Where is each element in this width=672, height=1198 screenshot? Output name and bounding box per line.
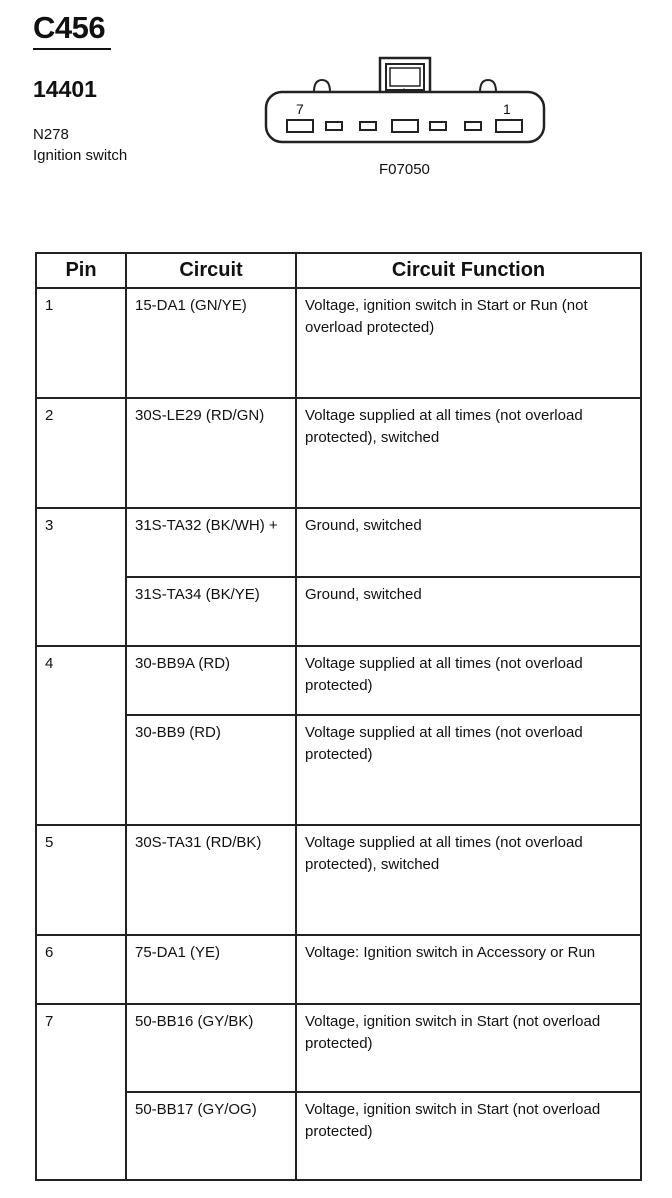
title-underline [33,48,111,50]
circuit-function: Voltage supplied at all times (not overload protected), switched [296,825,641,935]
pin-1-label: 1 [503,101,511,117]
table-row [36,508,641,577]
circuit-function: Voltage, ignition switch in Start (not overload protected) [296,1092,641,1180]
table-row [36,825,641,935]
table-row [36,1004,641,1092]
pin-number: 4 [36,646,126,825]
circuit-function: Voltage supplied at all times (not overload protected) [296,715,641,825]
pin-number: 7 [36,1004,126,1180]
circuit-function: Voltage supplied at all times (not overload protected) [296,646,641,715]
circuit-id: 30S-TA31 (RD/BK) [126,825,296,935]
circuit-id: 50-BB16 (GY/BK) [126,1004,296,1092]
connector-title: C456 [33,10,106,45]
pinout-table [35,252,642,1181]
figure-id: F07050 [379,161,430,178]
table-row [36,398,641,508]
header-circuit: Circuit [126,253,296,288]
circuit-id: 30-BB9 (RD) [126,715,296,825]
component-info [33,124,127,166]
circuit-id: 30-BB9A (RD) [126,646,296,715]
pin-number: 1 [36,288,126,398]
table-row [36,935,641,1004]
connector-face-diagram [262,54,548,152]
circuit-id: 50-BB17 (GY/OG) [126,1092,296,1180]
pin-number: 5 [36,825,126,935]
header-circuit-function: Circuit Function [296,253,641,288]
table-row [36,288,641,398]
part-number: 14401 [33,76,97,102]
circuit-id: 15-DA1 (GN/YE) [126,288,296,398]
circuit-function: Ground, switched [296,577,641,646]
pin-number: 3 [36,508,126,646]
table-header-row [36,253,641,288]
pin-7-label: 7 [296,101,304,117]
circuit-id: 31S-TA32 (BK/WH) + [126,508,296,577]
table-row [36,646,641,715]
pin-number: 2 [36,398,126,508]
table-row [36,1092,641,1180]
circuit-id: 30S-LE29 (RD/GN) [126,398,296,508]
circuit-id: 75-DA1 (YE) [126,935,296,1004]
header-pin: Pin [36,253,126,288]
circuit-function: Voltage: Ignition switch in Accessory or Run [296,935,641,1004]
circuit-function: Voltage supplied at all times (not overload protected), switched [296,398,641,508]
circuit-function: Ground, switched [296,508,641,577]
table-row [36,577,641,646]
component-name: Ignition switch [33,147,128,164]
circuit-function: Voltage, ignition switch in Start (not overload protected) [296,1004,641,1092]
component-code: N278 [33,126,69,143]
circuit-function: Voltage, ignition switch in Start or Run (not overload protected) [296,288,641,398]
circuit-id: 31S-TA34 (BK/YE) [126,577,296,646]
table-row [36,715,641,825]
pin-number: 6 [36,935,126,1004]
